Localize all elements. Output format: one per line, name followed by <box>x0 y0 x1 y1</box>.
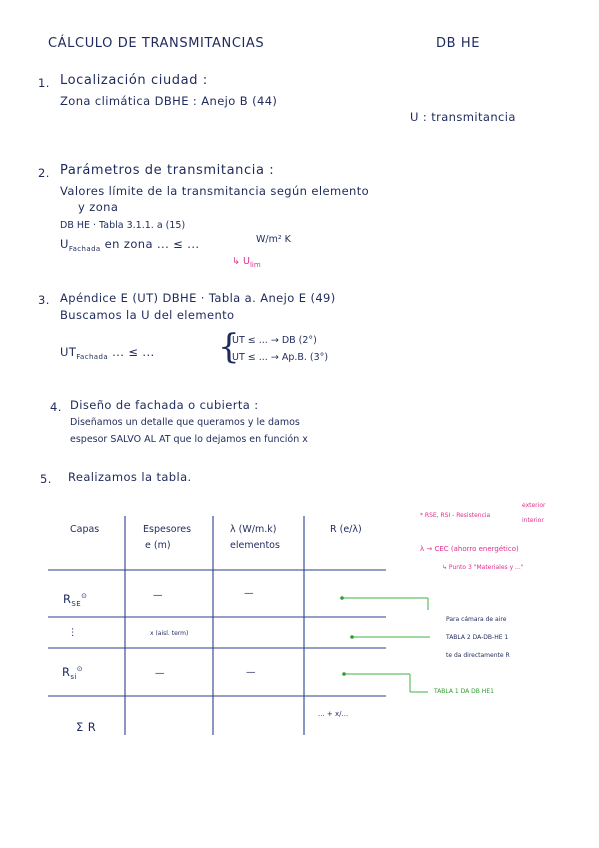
section-5-heading: Realizamos la tabla. <box>68 470 192 484</box>
rsi-mark: ⊙ <box>76 665 84 673</box>
ut-symbol: UT <box>60 345 77 359</box>
sum-value: ... + x/... <box>318 710 349 718</box>
u-symbol: U <box>60 237 69 251</box>
row-layers-label: ⋮ <box>68 627 78 638</box>
section-4-line-1: Diseñamos un detalle que queramos y le damos <box>70 417 300 428</box>
curly-brace: { <box>218 327 240 367</box>
pink-note-interior: interior <box>522 517 544 524</box>
ut-expression-rest: ... ≤ ... <box>112 345 155 359</box>
header-elementos: elementos <box>230 540 280 551</box>
rsi-symbol: R <box>62 665 71 679</box>
pink-note-3: ↳ Punto 3 "Materiales y ..." <box>442 564 524 571</box>
section-3-heading: Apéndice E (UT) DBHE · Tabla a. Anejo E (49) <box>60 291 336 305</box>
rse-lambda-dash: — <box>244 588 254 599</box>
header-espesor-unit: e (m) <box>145 540 171 551</box>
page-title: CÁLCULO DE TRANSMITANCIAS <box>48 36 265 51</box>
section-2-number: 2. <box>38 166 50 180</box>
header-espesores: Espesores <box>143 524 192 535</box>
document-code: DB HE <box>436 36 481 51</box>
row-rsi-label <box>62 665 83 681</box>
section-2-line-2: y zona <box>78 200 119 214</box>
header-resistance: R (e/λ) <box>330 524 362 535</box>
rse-subscript: SE <box>71 600 82 608</box>
rsi-lambda-dash: — <box>246 667 256 678</box>
section-4-number: 4. <box>50 400 62 414</box>
header-capas: Capas <box>70 524 100 535</box>
pink-note-2: λ → CEC (ahorro energético) <box>420 545 519 553</box>
section-5-number: 5. <box>40 472 52 486</box>
ut-subscript: Fachada <box>76 353 109 361</box>
brace-line-1: UT ≤ ... → DB (2°) <box>232 335 317 346</box>
green-note-1: Para cámara de aire <box>446 616 507 623</box>
row-sum-label: Σ R <box>76 720 97 734</box>
aisl-note: x (aisl. term) <box>150 630 189 637</box>
section-2-heading: Parámetros de transmitancia : <box>60 163 275 178</box>
row-rse-label <box>63 592 87 608</box>
section-1-heading: Localización ciudad : <box>60 73 208 88</box>
section-1-line: Zona climática DBHE : Anejo B (44) <box>60 94 278 108</box>
rse-mark: ⊙ <box>81 592 88 600</box>
section-1-number: 1. <box>38 76 50 90</box>
rse-espesor-dash: — <box>153 590 163 601</box>
u-lim-subscript: lim <box>249 261 261 269</box>
u-subscript: Fachada <box>68 245 101 253</box>
section-4-heading: Diseño de fachada o cubierta : <box>70 398 259 412</box>
green-note-4: TABLA 1 DA DB HE1 <box>434 688 494 695</box>
section-2-line-1: Valores límite de la transmitancia según elemento <box>60 184 370 198</box>
pink-note-exterior: exterior <box>522 502 546 509</box>
green-note-2: TABLA 2 DA-DB-HE 1 <box>446 634 509 641</box>
u-definition-note: U : transmitancia <box>410 110 516 124</box>
section-3-line: Buscamos la U del elemento <box>60 308 235 322</box>
u-lim-label: ↳ U <box>232 256 250 267</box>
rsi-espesor-dash: — <box>155 668 165 679</box>
brace-line-2: UT ≤ ... → Ap.B. (3°) <box>232 352 329 363</box>
unit-label: W/m² K <box>256 234 291 245</box>
pink-note-1: * RSE, RSI - Resistencia <box>420 512 491 519</box>
section-3-number: 3. <box>38 293 50 307</box>
header-lambda: λ (W/m.k) <box>230 524 277 535</box>
green-note-3: te da directamente R <box>446 652 510 659</box>
section-4-line-2: espesor SALVO AL AT que lo dejamos en función x <box>70 434 308 445</box>
rse-symbol: R <box>63 592 72 606</box>
section-2-line-3: DB HE · Tabla 3.1.1. a (15) <box>60 220 186 231</box>
u-expression-rest: en zona ... ≤ ... <box>104 237 200 251</box>
rsi-subscript: si <box>70 673 77 681</box>
